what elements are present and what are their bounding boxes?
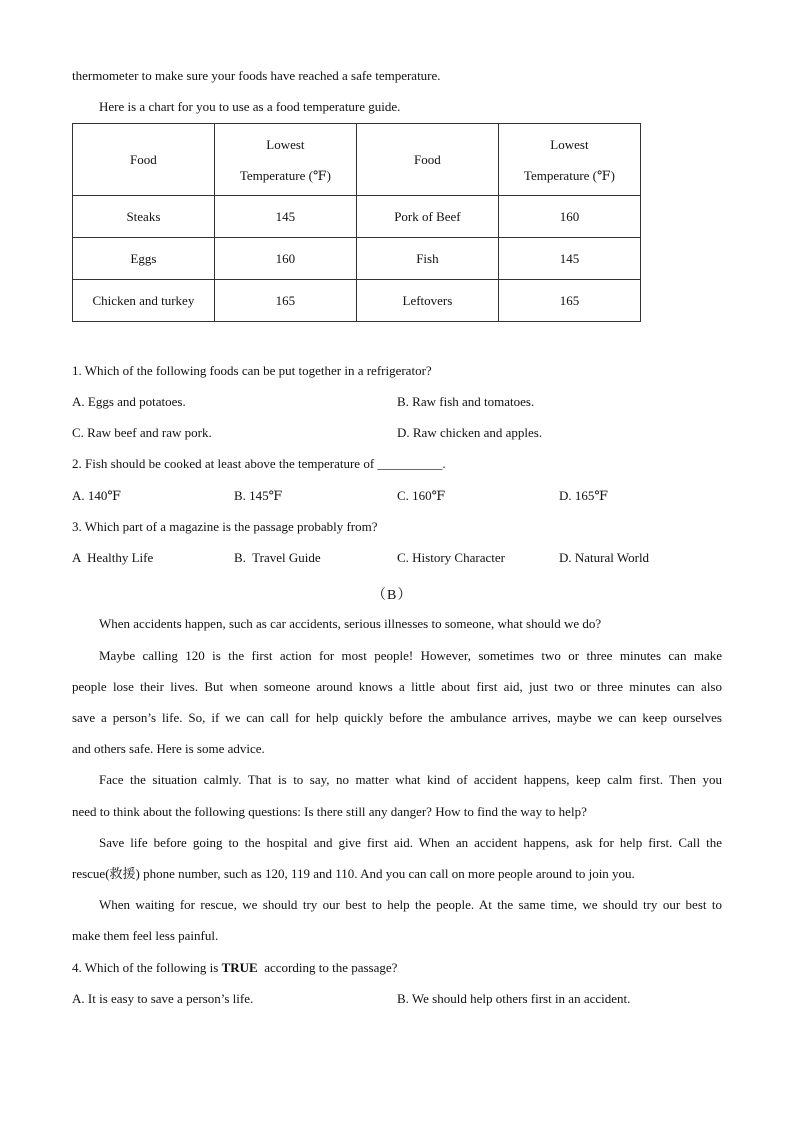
table-row [73, 280, 641, 322]
question-1: 1. Which of the following foods can be put together in a refrigerator? [72, 363, 432, 378]
q3-option-a: A Healthy Life [72, 550, 154, 565]
table-cell-temp: 145 [214, 196, 356, 238]
q2-option-b: B. 145℉ [234, 488, 283, 503]
q1-option-c: C. Raw beef and raw pork. [72, 425, 212, 440]
q1-option-d: D. Raw chicken and apples. [397, 425, 543, 440]
table-cell-temp: 165 [214, 280, 356, 322]
q1-option-a: A. Eggs and potatoes. [72, 394, 186, 409]
table-cell-food: Leftovers [356, 280, 498, 322]
table-cell-food: Chicken and turkey [73, 280, 215, 322]
table-cell-food: Pork of Beef [356, 196, 498, 238]
table-cell-food: Steaks [73, 196, 215, 238]
q1-option-b: B. Raw fish and tomatoes. [397, 394, 535, 409]
question-3: 3. Which part of a magazine is the passage probably from? [72, 519, 378, 534]
question-4: 4. Which of the following is TRUE according to the passage? [72, 960, 398, 975]
header-temp-2: Lowest Temperature (℉) [498, 124, 640, 196]
q2-option-a: A. 140℉ [72, 488, 122, 503]
table-row [73, 196, 641, 238]
table-cell-temp: 165 [498, 280, 640, 322]
q3-option-d: D. Natural World [559, 550, 650, 565]
table-row [73, 238, 641, 280]
q4-option-b: B. We should help others first in an accident. [397, 991, 631, 1006]
section-b-heading: （B） [372, 588, 413, 603]
q2-option-c: C. 160℉ [397, 488, 446, 503]
header-food-1: Food [73, 124, 215, 196]
table-cell-temp: 160 [214, 238, 356, 280]
question-4-emphasis: TRUE [221, 960, 258, 975]
table-cell-food: Eggs [73, 238, 215, 280]
table-cell-temp: 145 [498, 238, 640, 280]
header-food-2: Food [356, 124, 498, 196]
table-cell-food: Fish [356, 238, 498, 280]
q3-option-c: C. History Character [397, 550, 505, 565]
q2-option-d: D. 165℉ [559, 488, 609, 503]
food-temperature-table [72, 123, 641, 322]
q3-option-b: B. Travel Guide [234, 550, 321, 565]
header-temp-1: Lowest Temperature (℉) [214, 124, 356, 196]
question-2: 2. Fish should be cooked at least above the temperature of __________. [72, 456, 446, 471]
intro-line-1: thermometer to make sure your foods have reached a safe temperature. [72, 68, 441, 83]
passage-b-paragraph-1: When accidents happen, such as car accidents, serious illnesses to someone, what should we do? [99, 616, 602, 631]
table-cell-temp: 160 [498, 196, 640, 238]
intro-line-2: Here is a chart for you to use as a food temperature guide. [99, 99, 401, 114]
q4-option-a: A. It is easy to save a person’s life. [72, 991, 254, 1006]
table-header-row [73, 124, 641, 196]
